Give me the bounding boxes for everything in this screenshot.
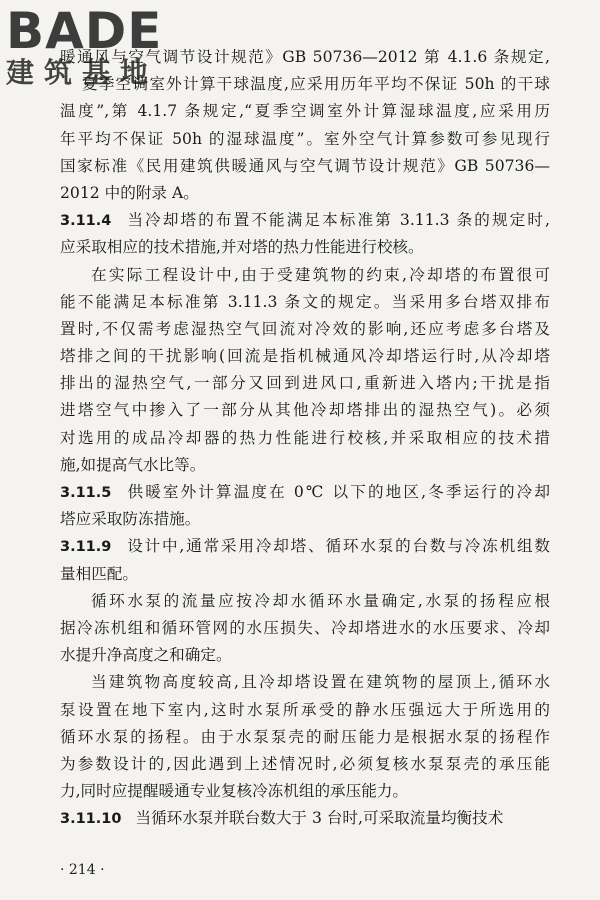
paragraph-line: 排出的湿热空气,一部分又回到进风口,重新进入塔内;干扰是指 — [60, 374, 550, 393]
clause-line — [60, 805, 550, 832]
paragraph-line: 温度”,第 4.1.7 条规定,“夏季空调室外计算湿球温度,应采用历 — [60, 102, 550, 121]
paragraph-line: 循环水泵的扬程。由于水泵泵壳的耐压能力是根据水泵的扬程作 — [60, 727, 550, 746]
paragraph-line: 国家标准《民用建筑供暖通风与空气调节设计规范》GB 50736— — [60, 156, 550, 175]
page-number: · 214 · — [60, 862, 105, 878]
paragraph-line: 对选用的成品冷却器的热力性能进行校核,并采取相应的技术措 — [60, 428, 550, 447]
paragraph-line: 塔排之间的干扰影响(回流是指机械通风冷却塔运行时,从冷却塔 — [60, 347, 550, 366]
paragraph-line: 暖通风与空气调节设计规范》GB 50736—2012 第 4.1.6 条规定, — [60, 48, 550, 66]
paragraph-line: 当建筑物高度较高,且冷却塔设置在建筑物的屋顶上,循环水 — [91, 673, 550, 692]
clause-text: 设计中,通常采用冷却塔、循环水泵的台数与冷冻机组数 — [125, 537, 550, 556]
paragraph-line: 年平均不保证 50h 的湿球温度”。室外空气计算参数可参见现行 — [60, 129, 550, 148]
clause-number: 3.11.10 — [60, 811, 122, 828]
logo-brand-main: BADE — [6, 2, 163, 60]
document-body — [60, 44, 550, 832]
paragraph-line: 为参数设计的,因此遇到上述情况时,必须复核水泵泵壳的承压能 — [60, 754, 550, 773]
clause-text: 供暖室外计算温度在 0℃ 以下的地区,冬季运行的冷却 — [125, 483, 550, 501]
clause-line — [60, 207, 550, 234]
clause-line — [60, 533, 550, 560]
paragraph-line: 2012 中的附录 A。 — [60, 183, 199, 202]
clause-line: 塔应采取防冻措施。 — [60, 510, 201, 529]
paragraph-line: 能不能满足本标准第 3.11.3 条文的规定。当采用多台塔双排布 — [60, 292, 550, 311]
paragraph-line: 力,同时应提醒暖通专业复核冷冻机组的承压能力。 — [60, 782, 409, 801]
clause-number: 3.11.5 — [60, 485, 112, 501]
clause-line — [60, 479, 550, 506]
paragraph-line: 泵设置在地下室内,这时水泵所承受的静水压强远大于所选用的 — [60, 700, 550, 719]
clause-line: 量相匹配。 — [60, 564, 138, 583]
clause-number: 3.11.9 — [60, 539, 112, 556]
paragraph-line: 在实际工程设计中,由于受建筑物的约束,冷却塔的布置很可 — [91, 265, 550, 284]
paragraph-line: 进塔空气中掺入了一部分从其他冷却塔排出的湿热空气)。必须 — [60, 401, 550, 420]
clause-text: 当循环水泵并联台数大于 3 台时,可采取流量均衡技术 — [135, 809, 504, 828]
clause-line: 应采取相应的技术措施,并对塔的热力性能进行校核。 — [60, 238, 424, 257]
logo-sub-text: 建筑基地 — [6, 56, 159, 89]
paragraph-line: 水提升净高度之和确定。 — [60, 646, 232, 665]
clause-text: 当冷却塔的布置不能满足本标准第 3.11.3 条的规定时, — [125, 211, 550, 230]
paragraph-line: 置时,不仅需考虑湿热空气回流对冷效的影响,还应考虑多台塔及 — [60, 319, 550, 338]
paragraph-line: 施,如提高气水比等。 — [60, 455, 206, 474]
paragraph-line: 循环水泵的流量应按冷却水循环水量确定,水泵的扬程应根 — [91, 591, 550, 610]
clause-number: 3.11.4 — [60, 213, 112, 230]
paragraph-line: 夏季空调室外计算干球温度,应采用历年平均不保证 50h 的干球 — [82, 75, 550, 94]
paragraph-line: 据冷冻机组和循环管网的水压损失、冷却塔进水的水压要求、冷却 — [60, 618, 550, 637]
